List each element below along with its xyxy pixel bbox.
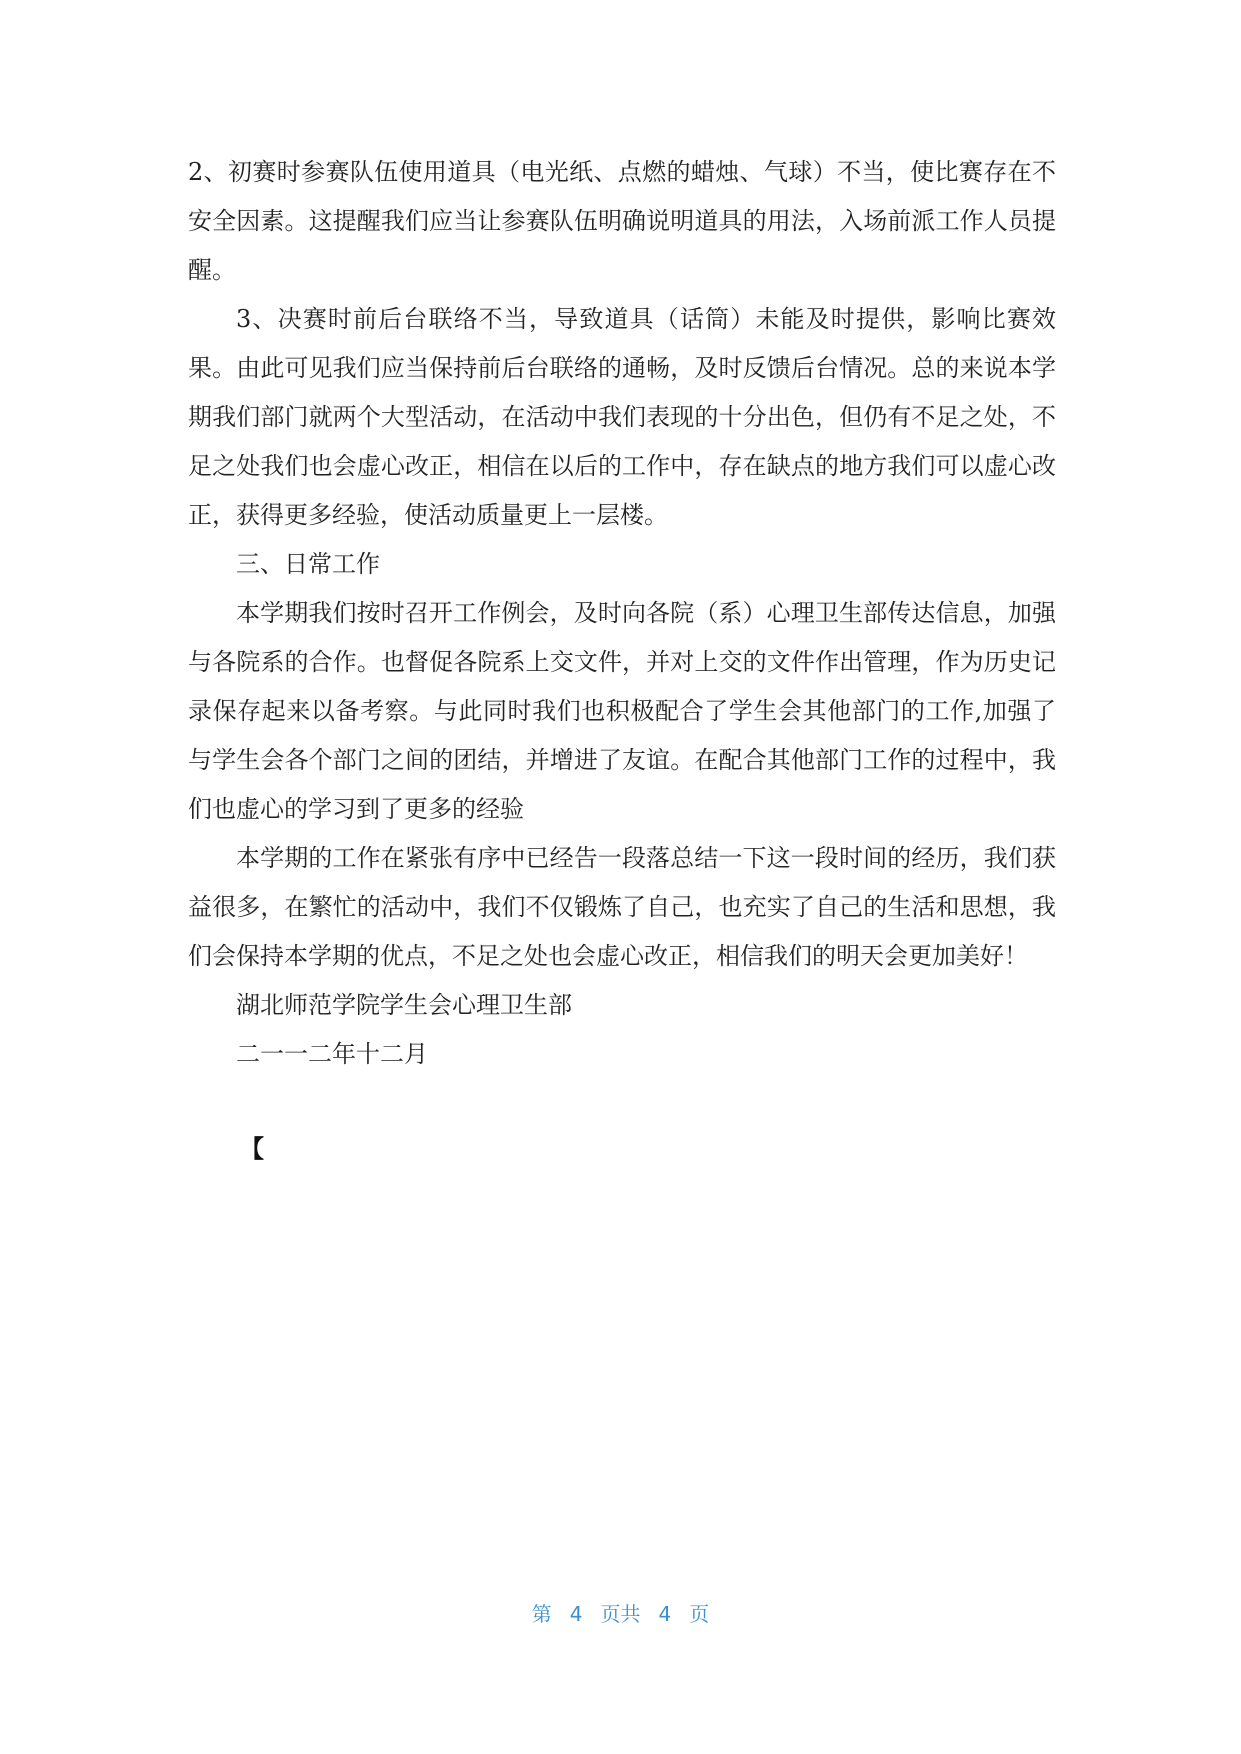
paragraph-daily-work: 本学期我们按时召开工作例会，及时向各院（系）心理卫生部传达信息，加强与各院系的合作。也督促各院系上交文件，并对上交的文件作出管理，作为历史记录保存起来以备考察。与此同时我们也积极配合了学生会其他部门的工作,加强了与学生会各个部门之间的团结，并增进了友谊。在配合其他部门工作的过程中，我们也虚心的学习到了更多的经验 <box>188 599 1056 823</box>
signature-org: 湖北师范学院学生会心理卫生部 <box>236 991 572 1019</box>
bracket-mark: 【 <box>240 1135 264 1163</box>
document-body <box>188 148 1056 1079</box>
section-heading: 三、日常工作 <box>236 550 380 578</box>
paragraph-summary: 本学期的工作在紧张有序中已经告一段落总结一下这一段时间的经历，我们获益很多，在繁忙的活动中，我们不仅锻炼了自己，也充实了自己的生活和思想，我们会保持本学期的优点，不足之处也会虚心改正，相信我们的明天会更加美好！ <box>188 844 1056 970</box>
footer-ye: 页 <box>689 1602 710 1626</box>
footer-ye-gong: 页共 <box>600 1602 641 1626</box>
footer-current-page: 4 <box>569 1602 583 1626</box>
footer-total-pages: 4 <box>658 1602 672 1626</box>
paragraph-item-2: 2、初赛时参赛队伍使用道具（电光纸、点燃的蜡烛、气球）不当，使比赛存在不安全因素。这提醒我们应当让参赛队伍明确说明道具的用法，入场前派工作人员提醒。 <box>188 158 1056 284</box>
signature-date: 二一一二年十二月 <box>236 1040 428 1068</box>
paragraph-item-3: 3、决赛时前后台联络不当，导致道具（话筒）未能及时提供，影响比赛效果。由此可见我们应当保持前后台联络的通畅，及时反馈后台情况。总的来说本学期我们部门就两个大型活动，在活动中我们表现的十分出色，但仍有不足之处，不足之处我们也会虚心改正，相信在以后的工作中，存在缺点的地方我们可以虚心改正，获得更多经验，使活动质量更上一层楼。 <box>188 305 1056 529</box>
footer-di: 第 <box>531 1602 552 1626</box>
page-footer <box>0 1598 1241 1627</box>
